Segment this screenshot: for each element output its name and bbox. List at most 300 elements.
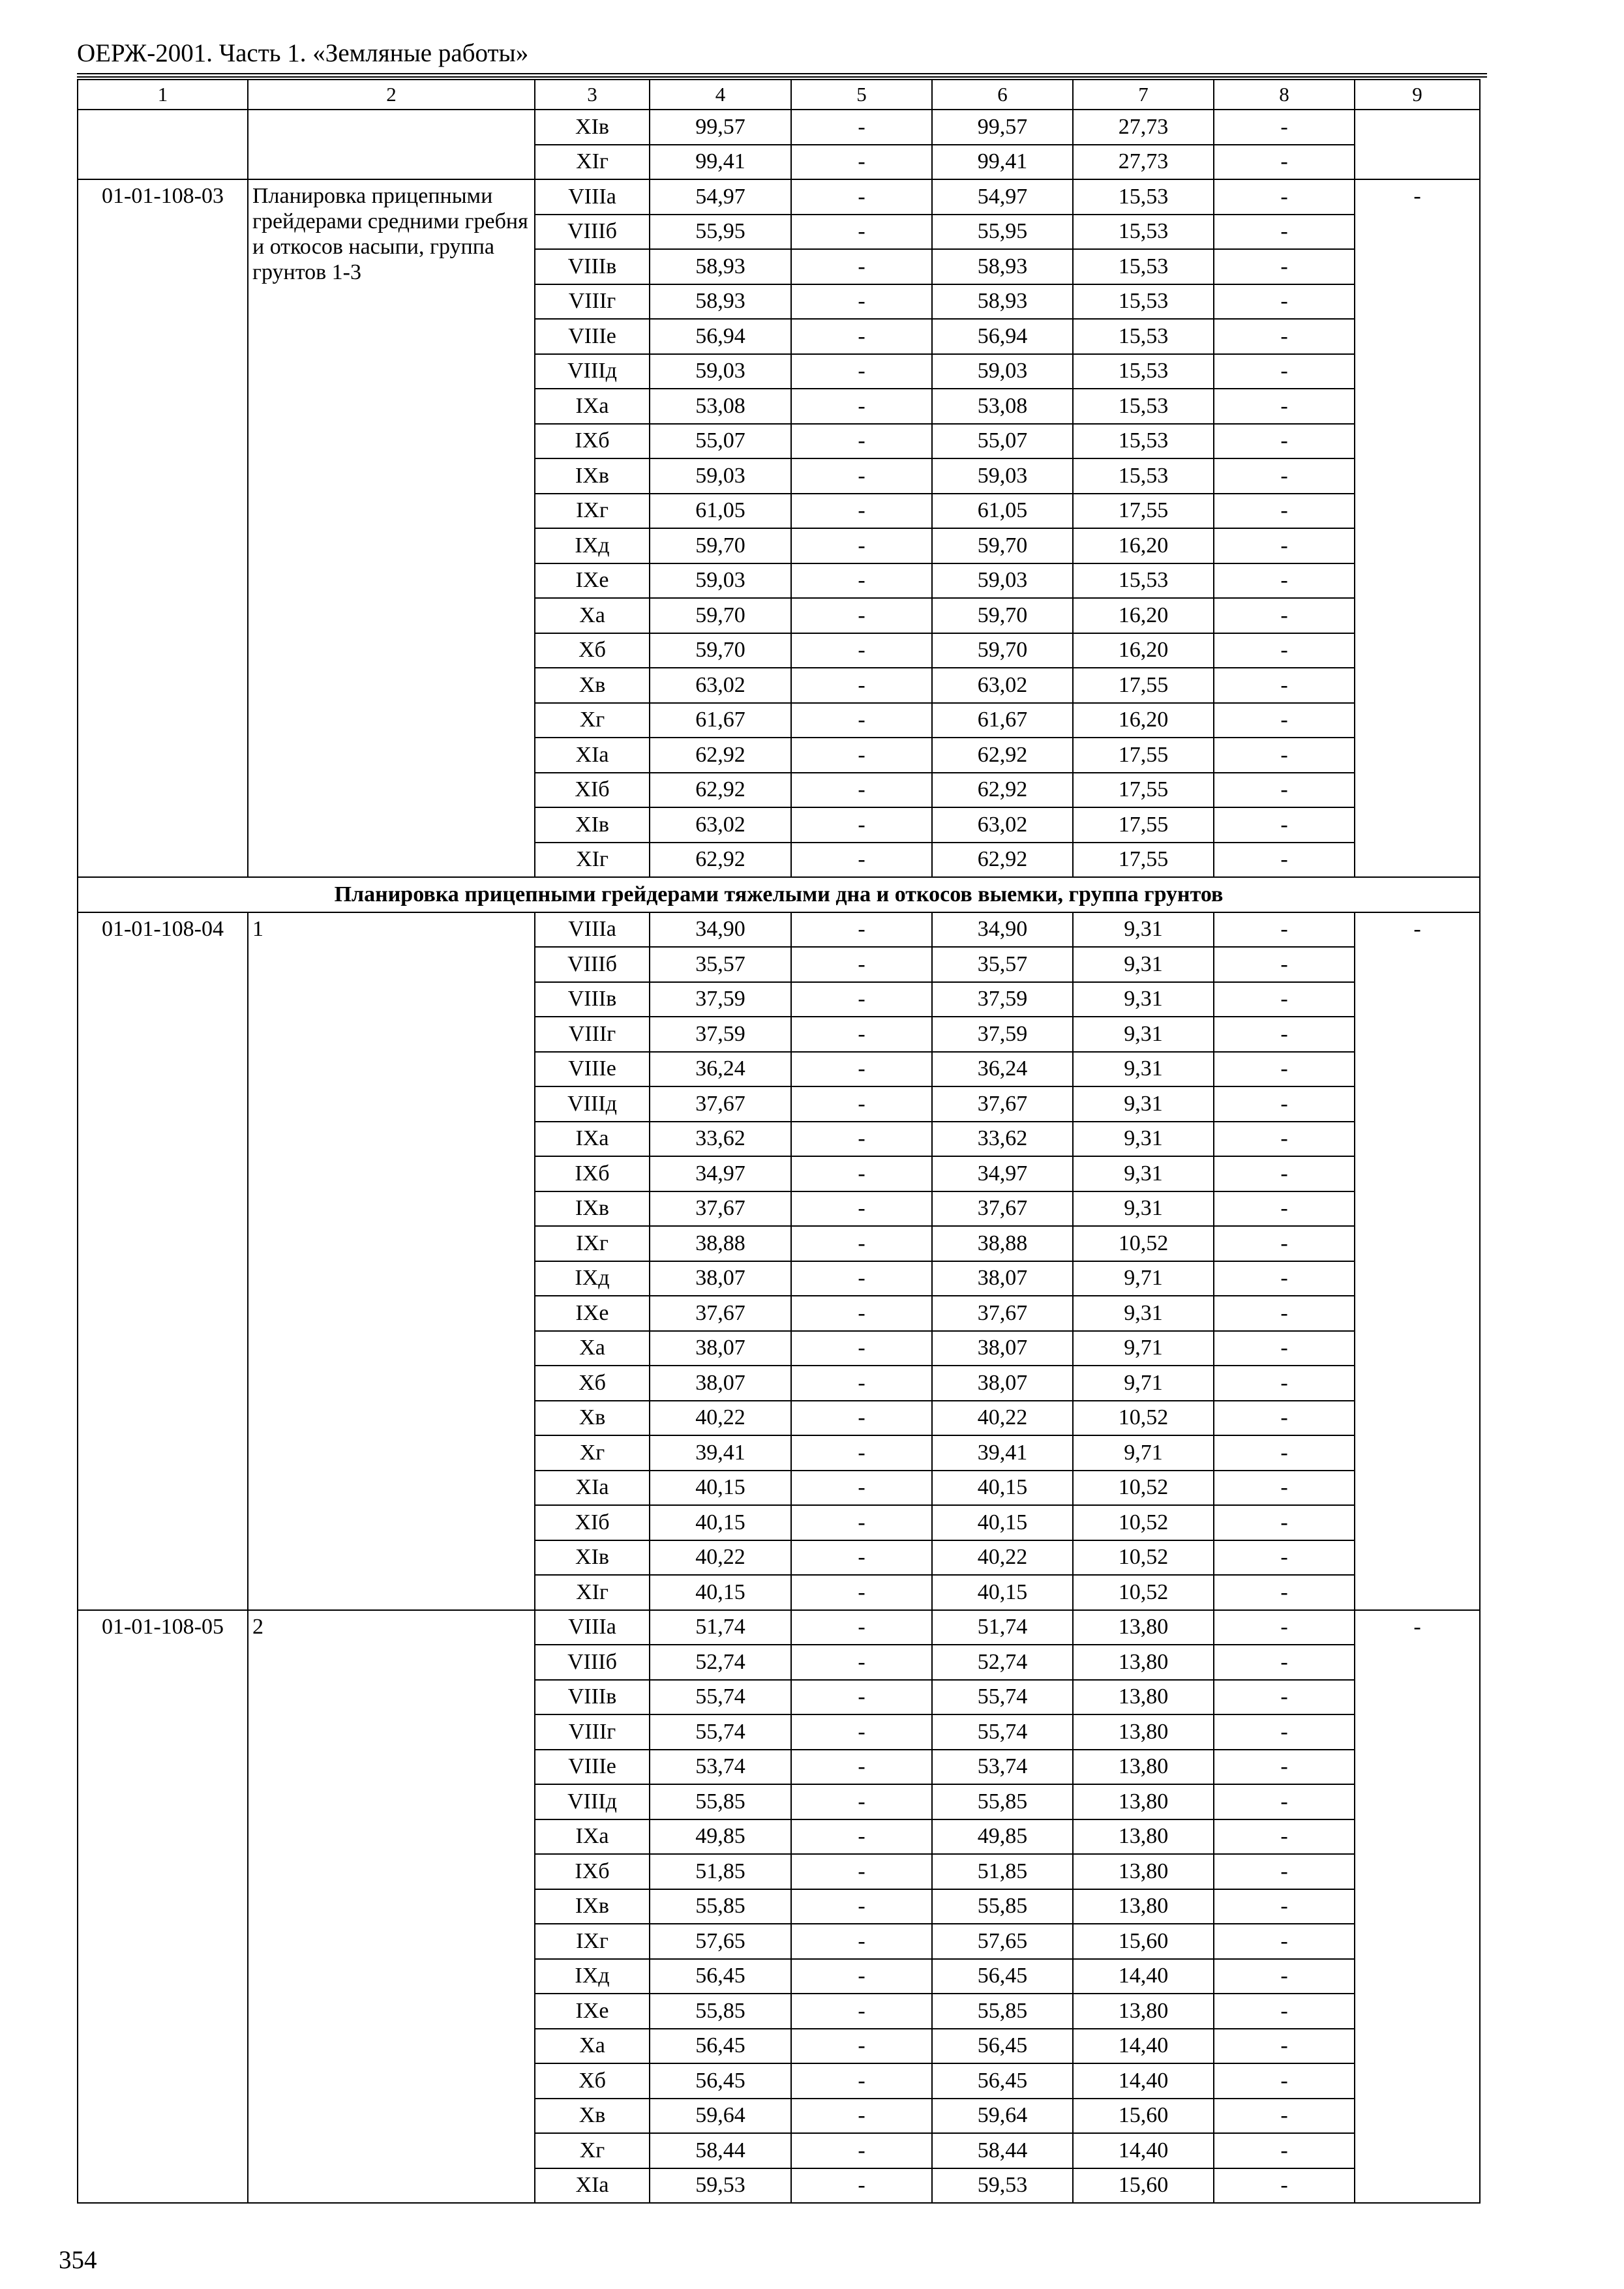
machine-cost-cell: 62,92	[932, 738, 1073, 773]
materials-cell: -	[1214, 668, 1355, 703]
machinist-wage-cell: 13,80	[1073, 1819, 1214, 1855]
ground-class-cell: IXб	[535, 1156, 650, 1191]
materials-cell: -	[1214, 773, 1355, 808]
total-cost-cell: 99,41	[650, 145, 791, 180]
wage-cell: -	[791, 1086, 932, 1122]
materials-cell: -	[1214, 1680, 1355, 1715]
total-cost-cell: 59,64	[650, 2099, 791, 2134]
machine-cost-cell: 99,41	[932, 145, 1073, 180]
ground-class-cell: VIIIе	[535, 1052, 650, 1087]
ground-class-cell: VIIIа	[535, 912, 650, 948]
machinist-wage-cell: 15,53	[1073, 424, 1214, 459]
materials-cell: -	[1214, 1401, 1355, 1436]
total-cost-cell: 36,24	[650, 1052, 791, 1087]
machinist-wage-cell: 15,60	[1073, 2168, 1214, 2204]
machine-cost-cell: 55,85	[932, 1994, 1073, 2029]
machinist-wage-cell: 9,31	[1073, 1296, 1214, 1331]
ground-class-cell: VIIIв	[535, 1680, 650, 1715]
col9-cell: -	[1355, 179, 1480, 877]
ground-class-cell: Xб	[535, 2063, 650, 2099]
ground-class-cell: VIIIд	[535, 1784, 650, 1819]
machinist-wage-cell: 9,31	[1073, 982, 1214, 1017]
wage-cell: -	[791, 1017, 932, 1052]
machinist-wage-cell: 15,53	[1073, 563, 1214, 599]
wage-cell: -	[791, 1784, 932, 1819]
machinist-wage-cell: 16,20	[1073, 598, 1214, 633]
total-cost-cell: 59,70	[650, 528, 791, 563]
ground-class-cell: Xв	[535, 668, 650, 703]
materials-cell: -	[1214, 2029, 1355, 2064]
machinist-wage-cell: 16,20	[1073, 528, 1214, 563]
machine-cost-cell: 36,24	[932, 1052, 1073, 1087]
total-cost-cell: 63,02	[650, 807, 791, 843]
materials-cell: -	[1214, 1714, 1355, 1750]
machine-cost-cell: 49,85	[932, 1819, 1073, 1855]
total-cost-cell: 38,07	[650, 1366, 791, 1401]
wage-cell: -	[791, 1959, 932, 1994]
machinist-wage-cell: 10,52	[1073, 1505, 1214, 1540]
ground-class-cell: IXв	[535, 1191, 650, 1227]
table-row	[78, 1610, 1480, 1645]
rates-table	[77, 79, 1481, 2204]
machinist-wage-cell: 16,20	[1073, 633, 1214, 668]
machinist-wage-cell: 9,31	[1073, 1156, 1214, 1191]
ground-class-cell: Xг	[535, 703, 650, 738]
ground-class-cell: Xв	[535, 1401, 650, 1436]
wage-cell: -	[791, 2029, 932, 2064]
wage-cell: -	[791, 1854, 932, 1889]
machine-cost-cell: 53,08	[932, 389, 1073, 424]
machinist-wage-cell: 9,71	[1073, 1366, 1214, 1401]
machinist-wage-cell: 13,80	[1073, 1889, 1214, 1924]
machinist-wage-cell: 13,80	[1073, 1994, 1214, 2029]
ground-class-cell: VIIIа	[535, 1610, 650, 1645]
machinist-wage-cell: 27,73	[1073, 110, 1214, 145]
wage-cell: -	[791, 912, 932, 948]
total-cost-cell: 55,74	[650, 1680, 791, 1715]
ground-class-cell: VIIIг	[535, 284, 650, 320]
machine-cost-cell: 62,92	[932, 843, 1073, 878]
materials-cell: -	[1214, 1122, 1355, 1157]
wage-cell: -	[791, 1540, 932, 1576]
machinist-wage-cell: 17,55	[1073, 494, 1214, 529]
machinist-wage-cell: 14,40	[1073, 1959, 1214, 1994]
machinist-wage-cell: 14,40	[1073, 2133, 1214, 2168]
materials-cell: -	[1214, 1994, 1355, 2029]
materials-cell: -	[1214, 1819, 1355, 1855]
total-cost-cell: 35,57	[650, 947, 791, 982]
total-cost-cell: 37,67	[650, 1296, 791, 1331]
ground-class-cell: IXе	[535, 1994, 650, 2029]
machinist-wage-cell: 15,53	[1073, 458, 1214, 494]
ground-class-cell: Xа	[535, 598, 650, 633]
materials-cell: -	[1214, 1505, 1355, 1540]
total-cost-cell: 53,08	[650, 389, 791, 424]
machinist-wage-cell: 9,31	[1073, 912, 1214, 948]
machine-cost-cell: 38,88	[932, 1226, 1073, 1261]
machine-cost-cell: 53,74	[932, 1750, 1073, 1785]
total-cost-cell: 40,15	[650, 1505, 791, 1540]
ground-class-cell: VIIIг	[535, 1017, 650, 1052]
ground-class-cell: Xб	[535, 1366, 650, 1401]
wage-cell: -	[791, 1156, 932, 1191]
wage-cell: -	[791, 110, 932, 145]
column-number-cell: 7	[1073, 80, 1214, 110]
page-number: 354	[59, 2246, 97, 2274]
machine-cost-cell: 99,57	[932, 110, 1073, 145]
ground-class-cell: XIб	[535, 1505, 650, 1540]
wage-cell: -	[791, 249, 932, 284]
machine-cost-cell: 55,95	[932, 215, 1073, 250]
wage-cell: -	[791, 1261, 932, 1296]
machinist-wage-cell: 17,55	[1073, 773, 1214, 808]
machinist-wage-cell: 13,80	[1073, 1610, 1214, 1645]
machine-cost-cell: 59,70	[932, 633, 1073, 668]
materials-cell: -	[1214, 1959, 1355, 1994]
wage-cell: -	[791, 1714, 932, 1750]
machine-cost-cell: 58,93	[932, 249, 1073, 284]
ground-class-cell: XIг	[535, 145, 650, 180]
total-cost-cell: 40,15	[650, 1471, 791, 1506]
machine-cost-cell: 56,45	[932, 1959, 1073, 1994]
wage-cell: -	[791, 179, 932, 215]
ground-class-cell: IXе	[535, 1296, 650, 1331]
table-body	[78, 80, 1480, 2203]
wage-cell: -	[791, 982, 932, 1017]
wage-cell: -	[791, 1471, 932, 1506]
machine-cost-cell: 37,59	[932, 1017, 1073, 1052]
materials-cell: -	[1214, 110, 1355, 145]
wage-cell: -	[791, 354, 932, 389]
wage-cell: -	[791, 1610, 932, 1645]
wage-cell: -	[791, 773, 932, 808]
ground-class-cell: IXд	[535, 528, 650, 563]
ground-class-cell: XIв	[535, 110, 650, 145]
ground-class-cell: IXд	[535, 1959, 650, 1994]
materials-cell: -	[1214, 633, 1355, 668]
total-cost-cell: 59,03	[650, 354, 791, 389]
wage-cell: -	[791, 563, 932, 599]
machinist-wage-cell: 13,80	[1073, 1750, 1214, 1785]
ground-class-cell: IXа	[535, 389, 650, 424]
materials-cell: -	[1214, 1052, 1355, 1087]
ground-class-cell: IXа	[535, 1122, 650, 1157]
wage-cell: -	[791, 843, 932, 878]
wage-cell: -	[791, 1750, 932, 1785]
materials-cell: -	[1214, 912, 1355, 948]
machine-cost-cell: 59,70	[932, 598, 1073, 633]
total-cost-cell: 51,85	[650, 1854, 791, 1889]
machinist-wage-cell: 14,40	[1073, 2063, 1214, 2099]
machine-cost-cell: 33,62	[932, 1122, 1073, 1157]
total-cost-cell: 55,74	[650, 1714, 791, 1750]
total-cost-cell: 38,07	[650, 1331, 791, 1366]
ground-class-cell: IXа	[535, 1819, 650, 1855]
materials-cell: -	[1214, 1086, 1355, 1122]
total-cost-cell: 33,62	[650, 1122, 791, 1157]
machine-cost-cell: 55,85	[932, 1784, 1073, 1819]
machine-cost-cell: 34,97	[932, 1156, 1073, 1191]
wage-cell: -	[791, 738, 932, 773]
total-cost-cell: 54,97	[650, 179, 791, 215]
machine-cost-cell: 39,41	[932, 1435, 1073, 1471]
machine-cost-cell: 61,67	[932, 703, 1073, 738]
materials-cell: -	[1214, 1889, 1355, 1924]
machinist-wage-cell: 9,31	[1073, 1122, 1214, 1157]
ground-class-cell: IXг	[535, 1226, 650, 1261]
machine-cost-cell: 51,85	[932, 1854, 1073, 1889]
materials-cell: -	[1214, 982, 1355, 1017]
materials-cell: -	[1214, 1366, 1355, 1401]
total-cost-cell: 37,67	[650, 1086, 791, 1122]
ground-class-cell: VIIIе	[535, 1750, 650, 1785]
wage-cell: -	[791, 1122, 932, 1157]
work-description-cell	[248, 110, 535, 179]
machinist-wage-cell: 14,40	[1073, 2029, 1214, 2064]
machinist-wage-cell: 17,55	[1073, 738, 1214, 773]
machine-cost-cell: 59,70	[932, 528, 1073, 563]
total-cost-cell: 39,41	[650, 1435, 791, 1471]
ground-class-cell: VIIIа	[535, 179, 650, 215]
machinist-wage-cell: 10,52	[1073, 1540, 1214, 1576]
ground-class-cell: IXг	[535, 1924, 650, 1959]
machine-cost-cell: 55,07	[932, 424, 1073, 459]
ground-class-cell: XIа	[535, 2168, 650, 2204]
machine-cost-cell: 37,67	[932, 1191, 1073, 1227]
total-cost-cell: 62,92	[650, 738, 791, 773]
ground-class-cell: VIIIд	[535, 354, 650, 389]
rate-code-cell	[78, 110, 248, 179]
materials-cell: -	[1214, 1471, 1355, 1506]
total-cost-cell: 62,92	[650, 773, 791, 808]
total-cost-cell: 59,03	[650, 458, 791, 494]
total-cost-cell: 59,70	[650, 598, 791, 633]
ground-class-cell: IXб	[535, 1854, 650, 1889]
materials-cell: -	[1214, 1261, 1355, 1296]
machine-cost-cell: 59,03	[932, 354, 1073, 389]
materials-cell: -	[1214, 319, 1355, 354]
ground-class-cell: VIIIб	[535, 947, 650, 982]
materials-cell: -	[1214, 947, 1355, 982]
materials-cell: -	[1214, 1854, 1355, 1889]
rate-code-cell: 01-01-108-03	[78, 179, 248, 877]
machine-cost-cell: 54,97	[932, 179, 1073, 215]
materials-cell: -	[1214, 843, 1355, 878]
wage-cell: -	[791, 215, 932, 250]
materials-cell: -	[1214, 2063, 1355, 2099]
total-cost-cell: 53,74	[650, 1750, 791, 1785]
machinist-wage-cell: 17,55	[1073, 843, 1214, 878]
materials-cell: -	[1214, 145, 1355, 180]
wage-cell: -	[791, 494, 932, 529]
work-description-cell: Планировка прицепными грейдерами средними гребня и откосов насыпи, группа грунтов 1-3	[248, 179, 535, 877]
wage-cell: -	[791, 1401, 932, 1436]
machinist-wage-cell: 15,60	[1073, 1924, 1214, 1959]
wage-cell: -	[791, 703, 932, 738]
total-cost-cell: 55,85	[650, 1784, 791, 1819]
materials-cell: -	[1214, 807, 1355, 843]
machinist-wage-cell: 15,53	[1073, 215, 1214, 250]
machinist-wage-cell: 13,80	[1073, 1854, 1214, 1889]
wage-cell: -	[791, 1924, 932, 1959]
machinist-wage-cell: 13,80	[1073, 1645, 1214, 1680]
total-cost-cell: 57,65	[650, 1924, 791, 1959]
ground-class-cell: VIIIг	[535, 1714, 650, 1750]
wage-cell: -	[791, 319, 932, 354]
materials-cell: -	[1214, 179, 1355, 215]
machinist-wage-cell: 10,52	[1073, 1401, 1214, 1436]
total-cost-cell: 55,85	[650, 1994, 791, 2029]
materials-cell: -	[1214, 2133, 1355, 2168]
materials-cell: -	[1214, 458, 1355, 494]
wage-cell: -	[791, 2063, 932, 2099]
total-cost-cell: 99,57	[650, 110, 791, 145]
machinist-wage-cell: 10,52	[1073, 1575, 1214, 1610]
machinist-wage-cell: 15,53	[1073, 389, 1214, 424]
ground-class-cell: XIб	[535, 773, 650, 808]
machinist-wage-cell: 9,71	[1073, 1261, 1214, 1296]
total-cost-cell: 55,85	[650, 1889, 791, 1924]
materials-cell: -	[1214, 703, 1355, 738]
wage-cell: -	[791, 1819, 932, 1855]
total-cost-cell: 37,59	[650, 1017, 791, 1052]
wage-cell: -	[791, 807, 932, 843]
machine-cost-cell: 37,67	[932, 1296, 1073, 1331]
machinist-wage-cell: 9,31	[1073, 1017, 1214, 1052]
ground-class-cell: XIа	[535, 1471, 650, 1506]
ground-class-cell: Xа	[535, 2029, 650, 2064]
wage-cell: -	[791, 389, 932, 424]
machine-cost-cell: 37,59	[932, 982, 1073, 1017]
materials-cell: -	[1214, 598, 1355, 633]
ground-class-cell: XIв	[535, 1540, 650, 1576]
machine-cost-cell: 35,57	[932, 947, 1073, 982]
machine-cost-cell: 61,05	[932, 494, 1073, 529]
total-cost-cell: 49,85	[650, 1819, 791, 1855]
column-number-cell: 9	[1355, 80, 1480, 110]
machinist-wage-cell: 17,55	[1073, 807, 1214, 843]
machinist-wage-cell: 15,60	[1073, 2099, 1214, 2134]
machine-cost-cell: 57,65	[932, 1924, 1073, 1959]
machine-cost-cell: 55,74	[932, 1714, 1073, 1750]
column-number-row	[78, 80, 1480, 110]
materials-cell: -	[1214, 1784, 1355, 1819]
wage-cell: -	[791, 458, 932, 494]
materials-cell: -	[1214, 1645, 1355, 1680]
ground-class-cell: XIг	[535, 1575, 650, 1610]
ground-class-cell: VIIIд	[535, 1086, 650, 1122]
materials-cell: -	[1214, 494, 1355, 529]
total-cost-cell: 55,95	[650, 215, 791, 250]
work-description-cell: 2	[248, 1610, 535, 2204]
column-number-cell: 3	[535, 80, 650, 110]
machine-cost-cell: 59,03	[932, 563, 1073, 599]
total-cost-cell: 56,45	[650, 2063, 791, 2099]
machinist-wage-cell: 13,80	[1073, 1680, 1214, 1715]
machinist-wage-cell: 15,53	[1073, 179, 1214, 215]
wage-cell: -	[791, 1435, 932, 1471]
materials-cell: -	[1214, 249, 1355, 284]
machinist-wage-cell: 27,73	[1073, 145, 1214, 180]
machine-cost-cell: 40,15	[932, 1505, 1073, 1540]
machine-cost-cell: 51,74	[932, 1610, 1073, 1645]
ground-class-cell: Xг	[535, 1435, 650, 1471]
total-cost-cell: 40,15	[650, 1575, 791, 1610]
machinist-wage-cell: 9,31	[1073, 1052, 1214, 1087]
machine-cost-cell: 52,74	[932, 1645, 1073, 1680]
machinist-wage-cell: 9,31	[1073, 1086, 1214, 1122]
materials-cell: -	[1214, 563, 1355, 599]
materials-cell: -	[1214, 528, 1355, 563]
ground-class-cell: XIв	[535, 807, 650, 843]
machine-cost-cell: 59,03	[932, 458, 1073, 494]
total-cost-cell: 59,53	[650, 2168, 791, 2204]
machine-cost-cell: 62,92	[932, 773, 1073, 808]
materials-cell: -	[1214, 2168, 1355, 2204]
work-description-cell: 1	[248, 912, 535, 1610]
ground-class-cell: VIIIв	[535, 249, 650, 284]
machine-cost-cell: 55,74	[932, 1680, 1073, 1715]
wage-cell: -	[791, 1645, 932, 1680]
total-cost-cell: 40,22	[650, 1401, 791, 1436]
total-cost-cell: 52,74	[650, 1645, 791, 1680]
wage-cell: -	[791, 1889, 932, 1924]
total-cost-cell: 58,93	[650, 284, 791, 320]
wage-cell: -	[791, 1575, 932, 1610]
ground-class-cell: IXе	[535, 563, 650, 599]
wage-cell: -	[791, 633, 932, 668]
wage-cell: -	[791, 2133, 932, 2168]
ground-class-cell: Xв	[535, 2099, 650, 2134]
total-cost-cell: 34,90	[650, 912, 791, 948]
ground-class-cell: Xб	[535, 633, 650, 668]
machinist-wage-cell: 17,55	[1073, 668, 1214, 703]
machine-cost-cell: 38,07	[932, 1261, 1073, 1296]
materials-cell: -	[1214, 354, 1355, 389]
total-cost-cell: 56,94	[650, 319, 791, 354]
ground-class-cell: VIIIб	[535, 215, 650, 250]
table-row	[78, 179, 1480, 215]
machine-cost-cell: 40,15	[932, 1471, 1073, 1506]
wage-cell: -	[791, 145, 932, 180]
total-cost-cell: 59,03	[650, 563, 791, 599]
machine-cost-cell: 59,53	[932, 2168, 1073, 2204]
total-cost-cell: 37,67	[650, 1191, 791, 1227]
total-cost-cell: 40,22	[650, 1540, 791, 1576]
ground-class-cell: Xг	[535, 2133, 650, 2168]
materials-cell: -	[1214, 1017, 1355, 1052]
wage-cell: -	[791, 1296, 932, 1331]
total-cost-cell: 37,59	[650, 982, 791, 1017]
ground-class-cell: VIIIв	[535, 982, 650, 1017]
table-row	[78, 110, 1480, 145]
column-number-cell: 6	[932, 80, 1073, 110]
wage-cell: -	[791, 1994, 932, 2029]
wage-cell: -	[791, 2099, 932, 2134]
col9-cell: -	[1355, 912, 1480, 1610]
wage-cell: -	[791, 1366, 932, 1401]
col9-cell: -	[1355, 1610, 1480, 2204]
column-number-cell: 1	[78, 80, 248, 110]
materials-cell: -	[1214, 389, 1355, 424]
total-cost-cell: 63,02	[650, 668, 791, 703]
machinist-wage-cell: 15,53	[1073, 284, 1214, 320]
wage-cell: -	[791, 1680, 932, 1715]
machine-cost-cell: 40,22	[932, 1540, 1073, 1576]
materials-cell: -	[1214, 1435, 1355, 1471]
total-cost-cell: 58,93	[650, 249, 791, 284]
machine-cost-cell: 37,67	[932, 1086, 1073, 1122]
